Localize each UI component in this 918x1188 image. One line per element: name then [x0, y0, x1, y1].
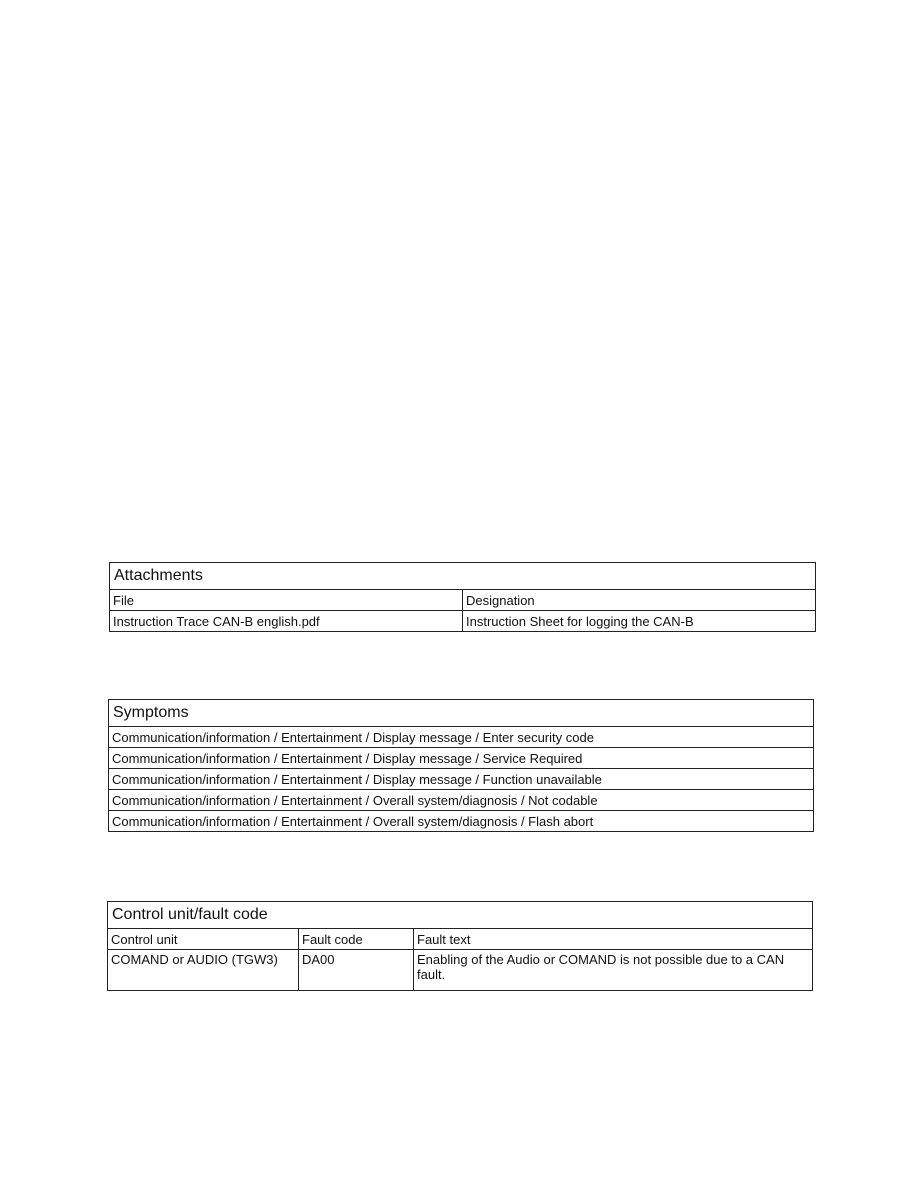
table-row [110, 611, 816, 632]
fault-text-cell: Enabling of the Audio or COMAND is not possible due to a CAN fault. [414, 950, 813, 991]
symptoms-table [108, 699, 814, 832]
attachments-header-designation: Designation [463, 590, 816, 611]
symptoms-title: Symptoms [109, 700, 814, 727]
attachments-title: Attachments [110, 563, 816, 590]
symptom-item: Communication/information / Entertainment / Overall system/diagnosis / Not codable [109, 790, 814, 811]
symptom-item: Communication/information / Entertainment / Overall system/diagnosis / Flash abort [109, 811, 814, 832]
control-unit-cell: COMAND or AUDIO (TGW3) [108, 950, 299, 991]
header-fault-text: Fault text [414, 929, 813, 950]
control-unit-fault-code-title: Control unit/fault code [108, 902, 813, 929]
table-row [109, 790, 814, 811]
symptom-item: Communication/information / Entertainment / Display message / Function unavailable [109, 769, 814, 790]
table-row [108, 950, 813, 991]
table-row [109, 769, 814, 790]
attachment-designation: Instruction Sheet for logging the CAN-B [463, 611, 816, 632]
symptom-item: Communication/information / Entertainment / Display message / Enter security code [109, 727, 814, 748]
table-row [109, 748, 814, 769]
header-fault-code: Fault code [299, 929, 414, 950]
table-row [109, 727, 814, 748]
control-unit-fault-code-table [107, 901, 813, 991]
attachments-header-file: File [110, 590, 463, 611]
symptom-item: Communication/information / Entertainment / Display message / Service Required [109, 748, 814, 769]
attachment-file-link[interactable]: Instruction Trace CAN-B english.pdf [110, 611, 463, 632]
table-row [109, 811, 814, 832]
header-control-unit: Control unit [108, 929, 299, 950]
fault-code-cell: DA00 [299, 950, 414, 991]
attachments-table [109, 562, 816, 632]
